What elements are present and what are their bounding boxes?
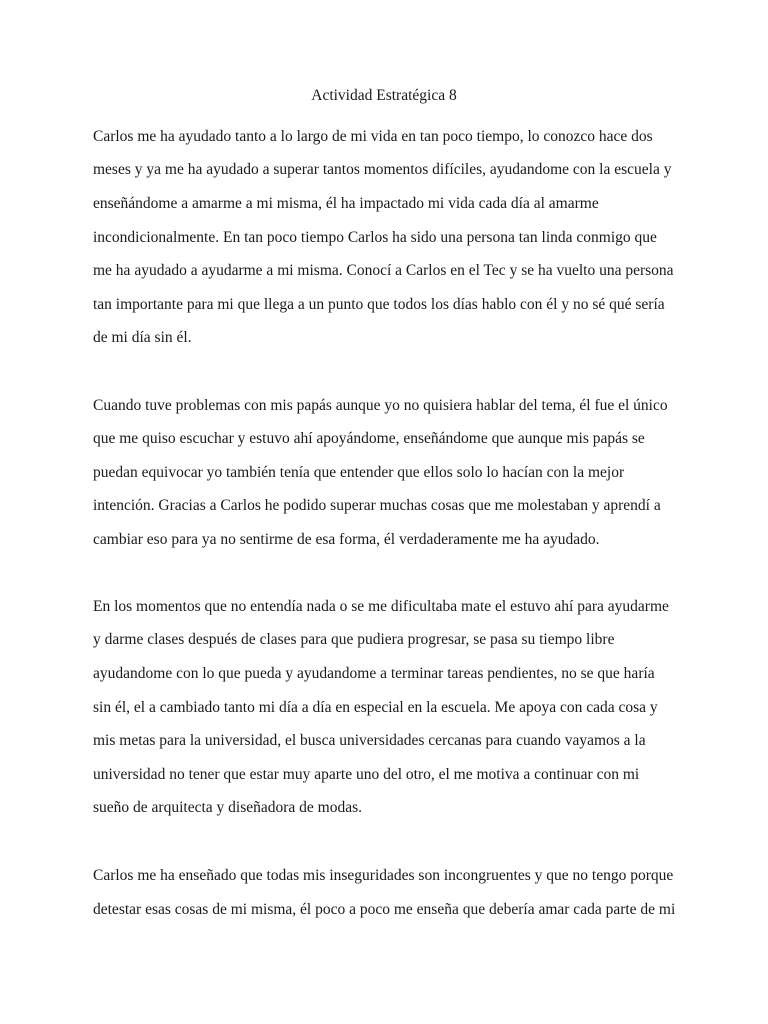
paragraph-4-line-2: detestar esas cosas de mi misma, él poco a poco me enseña que debería amar cada parte de mi	[93, 901, 676, 918]
paragraph-2-line-2: que me quiso escuchar y estuvo ahí apoyándome, enseñándome que aunque mis papás se	[93, 430, 645, 447]
paragraph-1-line-3: enseñándome a amarme a mi misma, él ha impactado mi vida cada día al amarme	[93, 195, 599, 212]
paragraph-1-line-1: Carlos me ha ayudado tanto a lo largo de mi vida en tan poco tiempo, lo conozco hace dos	[93, 128, 653, 145]
paragraph-3-line-7: sueño de arquitecta y diseñadora de modas.	[93, 799, 363, 816]
paragraph-1-line-7: de mi día sin él.	[93, 329, 192, 346]
paragraph-3-line-4: sin él, el a cambiado tanto mi día a día en especial en la escuela. Me apoya con cada cosa y	[93, 699, 658, 716]
paragraph-3-line-6: universidad no tener que estar muy aparte uno del otro, el me motiva a continuar con mi	[93, 766, 640, 783]
paragraph-2-line-5: cambiar eso para ya no sentirme de esa forma, él verdaderamente me ha ayudado.	[93, 531, 600, 548]
paragraph-1-line-6: tan importante para mi que llega a un punto que todos los días hablo con él y no sé qué sería	[93, 296, 665, 313]
paragraph-2-line-3: puedan equivocar yo también tenía que entender que ellos solo lo hacían con la mejor	[93, 464, 625, 481]
paragraph-3-line-5: mis metas para la universidad, el busca universidades cercanas para cuando vayamos a la	[93, 732, 646, 749]
paragraph-1-line-5: me ha ayudado a ayudarme a mi misma. Conocí a Carlos en el Tec y se ha vuelto una persona	[93, 262, 674, 279]
paragraph-4-line-1: Carlos me ha enseñado que todas mis inseguridades son incongruentes y que no tengo porque	[93, 867, 674, 884]
paragraph-1-line-4: incondicionalmente. En tan poco tiempo Carlos ha sido una persona tan linda conmigo que	[93, 229, 657, 246]
paragraph-1-line-2: meses y ya me ha ayudado a superar tantos momentos difíciles, ayudandome con la escuela y	[93, 161, 672, 178]
paragraph-2-line-1: Cuando tuve problemas con mis papás aunque yo no quisiera hablar del tema, él fue el único	[93, 397, 668, 414]
paragraph-3-line-3: ayudandome con lo que pueda y ayudandome a terminar tareas pendientes, no se que haría	[93, 665, 655, 682]
document-title: Actividad Estratégica 8	[311, 87, 457, 104]
paragraph-3-line-1: En los momentos que no entendía nada o se me dificultaba mate el estuvo ahí para ayudarme	[93, 598, 669, 615]
paragraph-3-line-2: y darme clases después de clases para que pudiera progresar, se pasa su tiempo libre	[93, 631, 615, 648]
paragraph-2-line-4: intención. Gracias a Carlos he podido superar muchas cosas que me molestaban y aprendí a	[93, 497, 661, 514]
